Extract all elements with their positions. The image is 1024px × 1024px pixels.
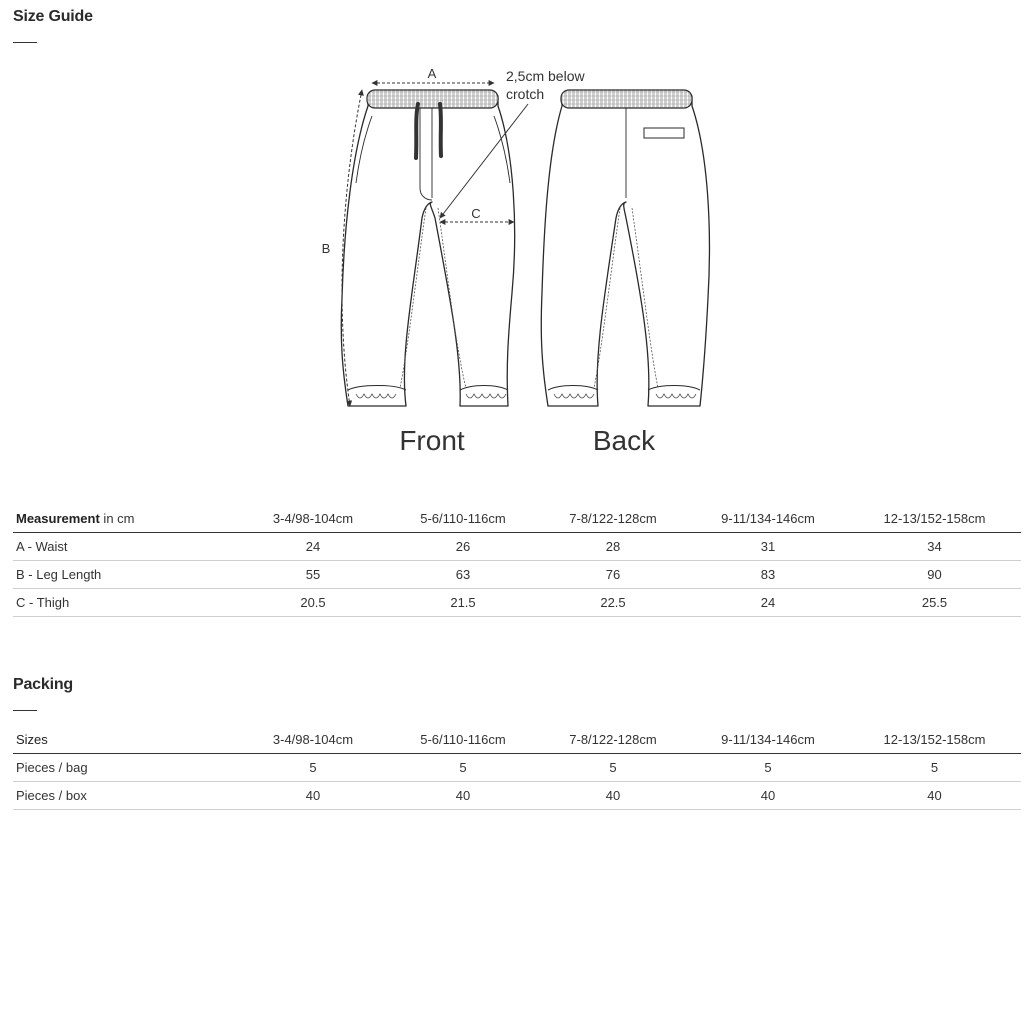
column-header: 5-6/110-116cm bbox=[388, 726, 538, 754]
table-header-row bbox=[13, 726, 1021, 754]
size-guide-title: Size Guide bbox=[13, 8, 93, 25]
column-header: 5-6/110-116cm bbox=[388, 505, 538, 533]
table-cell: 34 bbox=[848, 533, 1021, 561]
table-cell: 90 bbox=[848, 561, 1021, 589]
table-row bbox=[13, 589, 1021, 617]
crotch-note-line1: 2,5cm below bbox=[506, 68, 585, 84]
size-measurement-table bbox=[13, 505, 1021, 617]
front-label: Front bbox=[399, 425, 465, 456]
table-cell: 76 bbox=[538, 561, 688, 589]
table-row bbox=[13, 782, 1021, 810]
back-label: Back bbox=[592, 425, 656, 456]
packing-title-underline bbox=[13, 710, 37, 711]
table-cell: 40 bbox=[688, 782, 848, 810]
table-cell: 40 bbox=[538, 782, 688, 810]
row-label: C - Thigh bbox=[13, 589, 238, 617]
table-row bbox=[13, 561, 1021, 589]
row-label: A - Waist bbox=[13, 533, 238, 561]
pants-measurement-diagram bbox=[300, 58, 740, 468]
back-pants-drawing bbox=[541, 90, 709, 406]
table-cell: 20.5 bbox=[238, 589, 388, 617]
row-label: Pieces / bag bbox=[13, 754, 238, 782]
measurement-header bbox=[13, 505, 238, 533]
table-cell: 40 bbox=[388, 782, 538, 810]
measurement-header-bold: Measurement bbox=[16, 511, 100, 526]
table-row bbox=[13, 754, 1021, 782]
table-cell: 5 bbox=[538, 754, 688, 782]
column-header: 9-11/134-146cm bbox=[688, 505, 848, 533]
table-cell: 5 bbox=[848, 754, 1021, 782]
table-row bbox=[13, 533, 1021, 561]
sizes-header: Sizes bbox=[13, 726, 238, 754]
column-header: 7-8/122-128cm bbox=[538, 505, 688, 533]
column-header: 3-4/98-104cm bbox=[238, 505, 388, 533]
table-cell: 40 bbox=[238, 782, 388, 810]
table-cell: 24 bbox=[238, 533, 388, 561]
size-guide-title-underline bbox=[13, 42, 37, 43]
column-header: 9-11/134-146cm bbox=[688, 726, 848, 754]
column-header: 3-4/98-104cm bbox=[238, 726, 388, 754]
table-cell: 55 bbox=[238, 561, 388, 589]
table-cell: 22.5 bbox=[538, 589, 688, 617]
front-pants-drawing bbox=[341, 90, 514, 406]
table-cell: 21.5 bbox=[388, 589, 538, 617]
table-cell: 31 bbox=[688, 533, 848, 561]
table-cell: 83 bbox=[688, 561, 848, 589]
table-cell: 40 bbox=[848, 782, 1021, 810]
label-c: C bbox=[471, 206, 481, 221]
table-header-row bbox=[13, 505, 1021, 533]
table-cell: 26 bbox=[388, 533, 538, 561]
table-cell: 63 bbox=[388, 561, 538, 589]
table-cell: 25.5 bbox=[848, 589, 1021, 617]
crotch-note-line2: crotch bbox=[506, 86, 545, 102]
measurement-header-unit: in cm bbox=[99, 511, 135, 526]
column-header: 7-8/122-128cm bbox=[538, 726, 688, 754]
table-cell: 5 bbox=[388, 754, 538, 782]
label-b: B bbox=[321, 241, 331, 256]
table-cell: 5 bbox=[688, 754, 848, 782]
row-label: B - Leg Length bbox=[13, 561, 238, 589]
column-header: 12-13/152-158cm bbox=[848, 726, 1021, 754]
table-cell: 24 bbox=[688, 589, 848, 617]
packing-table bbox=[13, 726, 1021, 810]
label-a: A bbox=[427, 66, 437, 81]
column-header: 12-13/152-158cm bbox=[848, 505, 1021, 533]
row-label: Pieces / box bbox=[13, 782, 238, 810]
table-cell: 5 bbox=[238, 754, 388, 782]
table-cell: 28 bbox=[538, 533, 688, 561]
packing-title: Packing bbox=[13, 676, 73, 693]
